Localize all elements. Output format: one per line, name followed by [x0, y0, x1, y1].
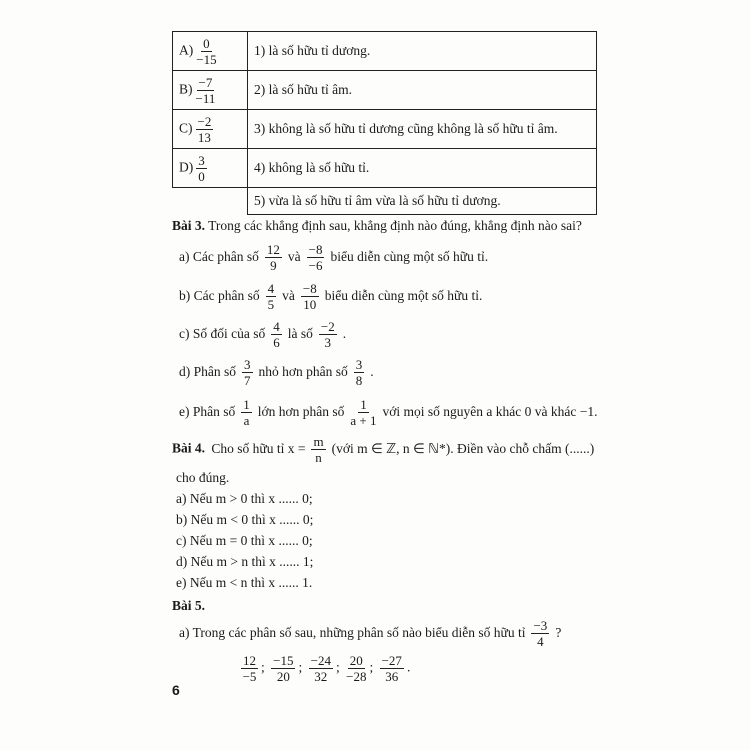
- separator: ;: [335, 659, 340, 675]
- numerator: 20: [349, 653, 363, 668]
- option-text: 5) vừa là số hữu tỉ âm vừa là số hữu tỉ dương.: [248, 188, 597, 215]
- bai3-a: [176, 242, 491, 273]
- fraction: [265, 242, 282, 273]
- numerator: 1: [243, 397, 250, 412]
- denominator: −6: [308, 258, 323, 273]
- denominator: n: [315, 450, 322, 465]
- denominator: 7: [244, 373, 251, 388]
- numerator: −24: [310, 653, 331, 668]
- option-text: 1) là số hữu tỉ dương.: [248, 32, 597, 71]
- bai5-a: [176, 618, 564, 649]
- numerator: 0: [203, 35, 210, 51]
- option-text: 3) không là số hữu tỉ dương cũng không là số hữu tỉ âm.: [248, 110, 597, 149]
- text: với mọi số nguyên a khác 0 và khác −1.: [382, 403, 598, 419]
- numerator: −27: [381, 653, 402, 668]
- denominator: 32: [314, 669, 328, 684]
- numerator: 4: [267, 281, 275, 296]
- denominator: 6: [273, 335, 280, 350]
- denominator: 9: [270, 258, 277, 273]
- text: và: [282, 287, 295, 303]
- row-label: C): [179, 120, 193, 136]
- numerator: m: [313, 434, 324, 449]
- text: biểu diễn cùng một số hữu tỉ.: [324, 287, 483, 303]
- row-label: A): [179, 42, 194, 58]
- text: a) Các phân số: [179, 248, 259, 264]
- text: cho đúng.: [176, 470, 230, 485]
- fraction: [241, 397, 252, 428]
- fraction: [311, 434, 325, 465]
- text: lớn hơn phân số: [257, 403, 345, 419]
- numerator: 12: [243, 653, 256, 668]
- denominator: 13: [197, 129, 211, 145]
- numerator: −3: [533, 618, 548, 633]
- list-item: d) Nếu m > n thì x ...... 1;: [176, 554, 314, 569]
- list-item: c) Nếu m = 0 thì x ...... 0;: [176, 533, 313, 548]
- option-text: 2) là số hữu tỉ âm.: [248, 71, 597, 110]
- numerator: −8: [302, 281, 317, 296]
- matching-table: [172, 31, 597, 215]
- fraction: [266, 281, 277, 312]
- list-item: e) Nếu m < n thì x ...... 1.: [176, 575, 313, 590]
- fraction: [196, 114, 214, 145]
- separator: ;: [261, 659, 265, 675]
- denominator: 4: [537, 634, 544, 649]
- bai4-heading: [172, 434, 597, 465]
- fraction: [196, 75, 216, 106]
- text: b) Các phân số: [179, 287, 260, 303]
- separator: .: [406, 659, 411, 675]
- numerator: −2: [197, 113, 212, 129]
- denominator: 36: [385, 669, 399, 684]
- fraction: [242, 357, 253, 388]
- exercise-text: Trong các khẳng định sau, khẳng định nào đúng, khẳng định nào sai?: [208, 218, 582, 233]
- table-row: [173, 71, 597, 110]
- numerator: 12: [266, 242, 280, 257]
- numerator: −7: [198, 74, 213, 90]
- table-row: [173, 110, 597, 149]
- numerator: −2: [320, 319, 335, 334]
- denominator: 3: [324, 335, 332, 350]
- separator: ;: [369, 659, 374, 675]
- numerator: 3: [244, 357, 251, 372]
- text: nhỏ hơn phân số: [258, 363, 348, 379]
- fraction: [271, 319, 282, 350]
- fraction-list: [238, 653, 410, 684]
- table-row: [173, 32, 597, 71]
- fraction: [309, 653, 333, 684]
- numerator: −15: [273, 653, 294, 668]
- text: c) Số đối của số: [179, 325, 266, 341]
- denominator: −15: [196, 51, 217, 67]
- fraction: [196, 153, 207, 184]
- denominator: −11: [195, 90, 216, 106]
- numerator: 3: [355, 357, 363, 372]
- option-text: 4) không là số hữu tỉ.: [248, 149, 597, 188]
- bai3-c: [176, 319, 349, 350]
- fraction: [301, 281, 319, 312]
- fraction: [350, 397, 376, 428]
- bai3-d: [176, 357, 377, 388]
- bai3-heading: [172, 218, 582, 234]
- separator: ;: [298, 659, 303, 675]
- text: Cho số hữu tỉ x =: [211, 440, 306, 456]
- numerator: 1: [360, 397, 367, 412]
- numerator: −8: [308, 242, 323, 257]
- table-row: [173, 188, 597, 215]
- fraction: [319, 319, 337, 350]
- fraction: [196, 36, 216, 67]
- text: .: [370, 363, 374, 379]
- denominator: 5: [267, 297, 275, 312]
- denominator: a: [243, 413, 250, 428]
- denominator: a + 1: [350, 413, 377, 428]
- denominator: 20: [276, 669, 290, 684]
- numerator: 4: [273, 319, 280, 334]
- denominator: 10: [303, 297, 317, 312]
- exercise-title: Bài 4.: [172, 440, 206, 456]
- denominator: −28: [346, 669, 367, 684]
- denominator: 8: [355, 373, 363, 388]
- page-number: 6: [172, 682, 180, 698]
- denominator: −5: [242, 669, 257, 684]
- text: a) Trong các phân số sau, những phân số nào biểu diễn số hữu tỉ: [179, 624, 526, 640]
- fraction: [271, 653, 295, 684]
- fraction: [354, 357, 365, 388]
- fraction: [380, 653, 404, 684]
- fraction: [307, 242, 325, 273]
- fraction: [346, 653, 366, 684]
- fraction: [531, 618, 549, 649]
- list-item: b) Nếu m < 0 thì x ...... 0;: [176, 512, 314, 527]
- exercise-title: Bài 5.: [172, 598, 206, 613]
- exercise-title: Bài 3.: [172, 218, 206, 233]
- text: biểu diễn cùng một số hữu tỉ.: [330, 248, 489, 264]
- row-label: B): [179, 81, 193, 97]
- text: và: [287, 248, 301, 264]
- denominator: 0: [198, 168, 205, 184]
- bai3-e: [176, 397, 600, 428]
- text: ?: [555, 624, 562, 640]
- list-item: a) Nếu m > 0 thì x ...... 0;: [176, 491, 313, 506]
- row-label: D): [179, 159, 194, 175]
- text: .: [342, 325, 347, 341]
- numerator: 3: [198, 152, 205, 168]
- table-row: [173, 149, 597, 188]
- text: e) Phân số: [179, 403, 236, 419]
- text: d) Phân số: [179, 363, 236, 379]
- bai3-b: [176, 281, 485, 312]
- text: (với m ∈ ℤ, n ∈ ℕ*). Điền vào chỗ chấm (......): [331, 440, 595, 456]
- text: là số: [287, 325, 313, 341]
- fraction: [241, 653, 258, 684]
